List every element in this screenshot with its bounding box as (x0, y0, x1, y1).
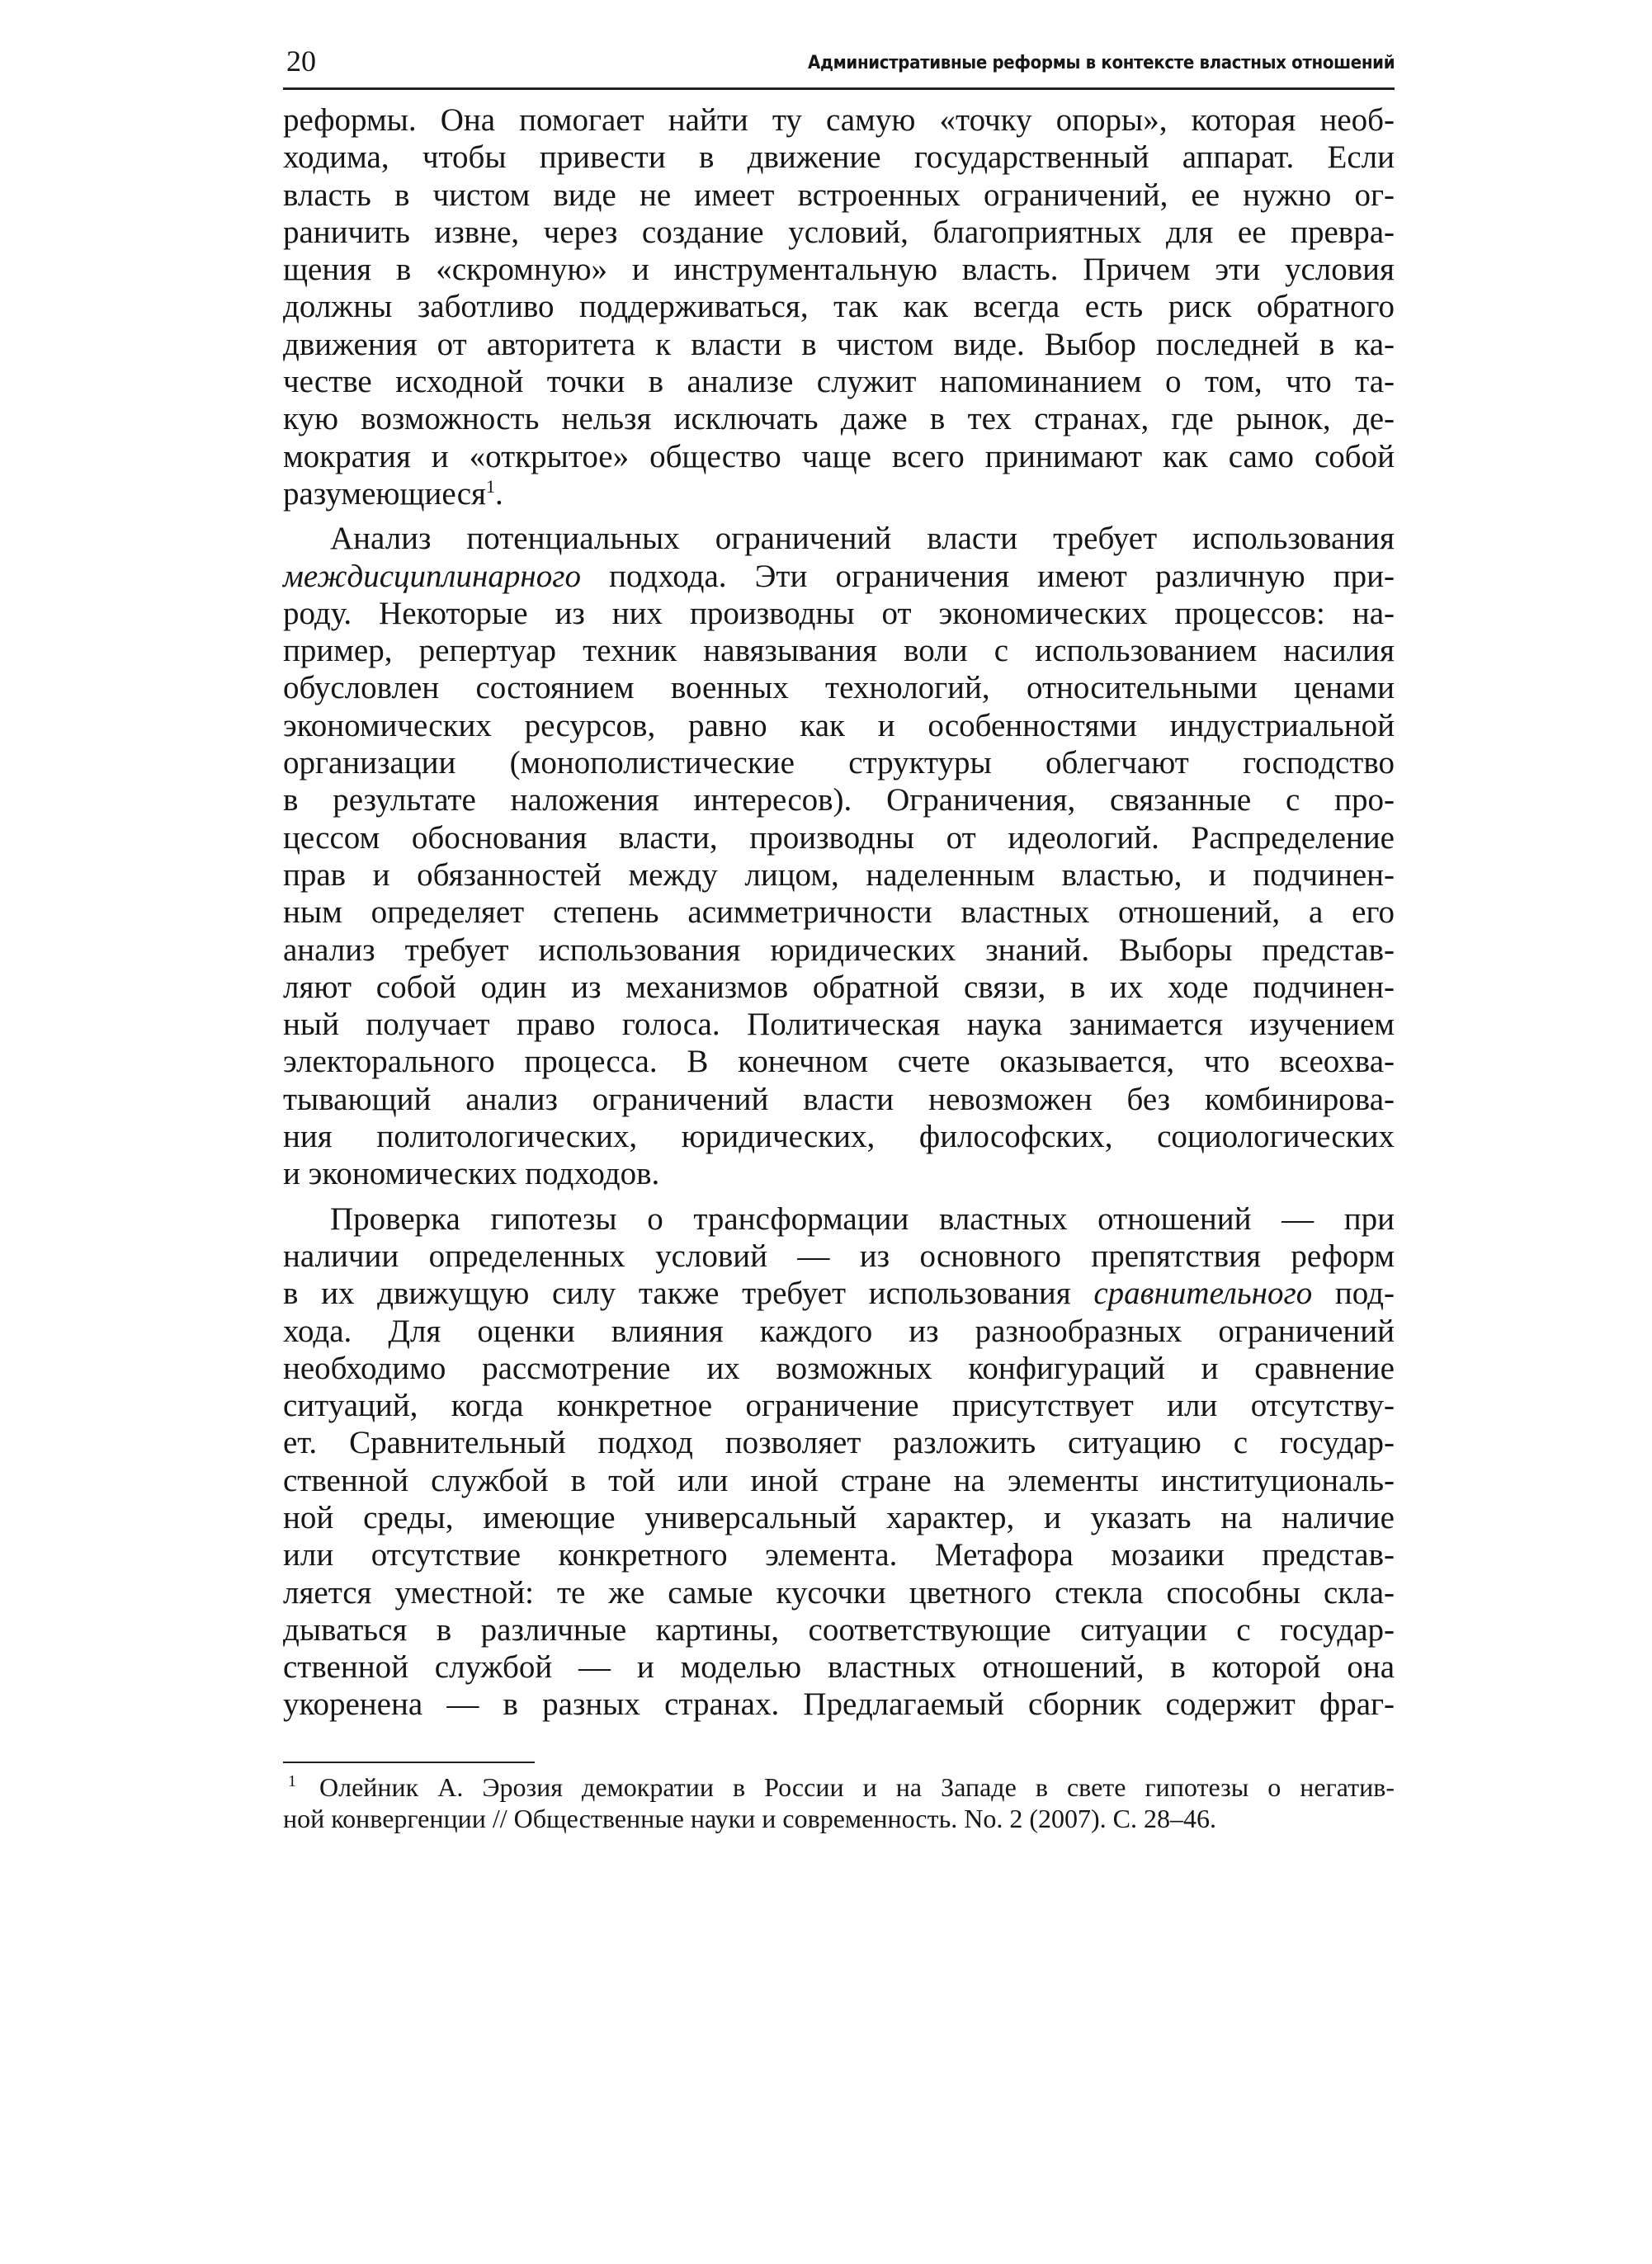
text-line: пример, репертуар техник навязывания воли с использованием насилия (283, 633, 1395, 669)
paragraph-1 (283, 101, 1395, 512)
text-line: организации (монополистические структуры облегчают господство (283, 745, 1395, 781)
footnote-reference[interactable]: 1 (485, 475, 495, 497)
text-fragment: под- (1312, 1276, 1395, 1312)
paragraph-2 (283, 520, 1395, 1192)
running-head-title: Административные реформы в контексте властных отношений (807, 52, 1395, 73)
text-line: обусловлен состоянием военных технологий, относительными ценами (283, 670, 1395, 706)
text-fragment: в их движущую силу также требует использования (283, 1276, 1094, 1312)
text-line: роду. Некоторые из них производны от экономических процессов: на- (283, 595, 1395, 631)
body-text (283, 101, 1395, 1724)
text-line: ходима, чтобы привести в движение государственный аппарат. Если (283, 139, 1395, 176)
text-fragment: . (494, 475, 503, 512)
text-line: хода. Для оценки влияния каждого из разнообразных ограничений (283, 1313, 1395, 1349)
footnote-divider (283, 1762, 535, 1763)
text-line (283, 558, 1395, 595)
text-line: честве исходной точки в анализе служит напоминанием о том, что та- (283, 364, 1395, 400)
text-line (283, 1275, 1395, 1312)
text-line: власть в чистом виде не имеет встроенных ограничений, ее нужно ог- (283, 177, 1395, 213)
text-line: ния политологических, юридических, философских, социологических (283, 1119, 1395, 1155)
text-line-first: Проверка гипотезы о трансформации властных отношений — при (330, 1200, 1395, 1237)
footnote-text: Олейник А. Эрозия демократии в России и на Западе в свете гипотезы о негатив- (319, 1771, 1395, 1802)
footnote-marker: 1 (288, 1771, 296, 1790)
text-line: ный получает право голоса. Политическая наука занимается изучением (283, 1007, 1395, 1043)
text-line: движения от авторитета к власти в чистом виде. Выбор последней в ка- (283, 326, 1395, 362)
text-line: щения в «скромную» и инструментальную власть. Причем эти условия (283, 252, 1395, 288)
text-line: ственной службой — и моделью властных отношений, в которой она (283, 1649, 1395, 1686)
text-line: наличии определенных условий — из основного препятствия реформ (283, 1238, 1395, 1274)
footnote-line: ной конвергенции // Общественные науки и современность. No. 2 (2007). С. 28–46. (283, 1803, 1216, 1833)
text-line: тывающий анализ ограничений власти невозможен без комбинирова- (283, 1081, 1395, 1117)
text-line: укоренена — в разных странах. Предлагаемый сборник содержит фраг- (283, 1686, 1395, 1723)
text-line: в результате наложения интересов). Ограничения, связанные с про- (283, 782, 1395, 818)
footnote-line (283, 1771, 1395, 1803)
text-fragment: подхода. Эти ограничения имеют различную при- (580, 558, 1395, 594)
text-line: ет. Сравнительный подход позволяет разложить ситуацию с государ- (283, 1425, 1395, 1461)
italic-term: сравнительного (1093, 1276, 1313, 1312)
text-line: реформы. Она помогает найти ту самую «точку опоры», которая необ- (283, 102, 1395, 138)
page-number: 20 (286, 45, 316, 78)
text-line: ной среды, имеющие универсальный характер, и указать на наличие (283, 1499, 1395, 1535)
text-line: ляется уместной: те же самые кусочки цветного стекла способны скла- (283, 1574, 1395, 1611)
text-line: цессом обоснования власти, производны от идеологий. Распределение (283, 819, 1395, 856)
text-line: ным определяет степень асимметричности властных отношений, а его (283, 894, 1395, 931)
text-line-last: и экономических подходов. (283, 1156, 660, 1192)
text-line: дываться в различные картины, соответствующие ситуации с государ- (283, 1611, 1395, 1648)
paragraph-3 (283, 1200, 1395, 1724)
text-line: анализ требует использования юридических знаний. Выборы представ- (283, 932, 1395, 968)
text-line: ляют собой один из механизмов обратной связи, в их ходе подчинен- (283, 969, 1395, 1005)
text-line: прав и обязанностей между лицом, наделенным властью, и подчинен- (283, 856, 1395, 893)
text-line: мократия и «открытое» общество чаще всего принимают как само собой (283, 438, 1395, 474)
text-line: электорального процесса. В конечном счете оказывается, что всеохва- (283, 1044, 1395, 1080)
text-line: должны заботливо поддерживаться, так как всегда есть риск обратного (283, 289, 1395, 325)
book-page (283, 40, 1395, 1834)
text-line-first: Анализ потенциальных ограничений власти требует использования (330, 521, 1395, 557)
text-line: раничить извне, через создание условий, благоприятных для ее превра- (283, 214, 1395, 250)
text-fragment: разумеющиеся (283, 475, 486, 512)
text-line: ситуаций, когда конкретное ограничение присутствует или отсутству- (283, 1388, 1395, 1424)
text-line: или отсутствие конкретного элемента. Метафора мозаики представ- (283, 1537, 1395, 1573)
text-line: кую возможность нельзя исключать даже в тех странах, где рынок, де- (283, 401, 1395, 437)
text-line-last (283, 475, 1395, 512)
text-line: необходимо рассмотрение их возможных конфигураций и сравнение (283, 1350, 1395, 1386)
running-head (283, 40, 1395, 90)
italic-term: междисциплинарного (283, 558, 581, 594)
footnote (283, 1771, 1395, 1834)
text-line: экономических ресурсов, равно как и особенностями индустриальной (283, 707, 1395, 743)
text-line: ственной службой в той или иной стране на элементы институциональ- (283, 1462, 1395, 1498)
